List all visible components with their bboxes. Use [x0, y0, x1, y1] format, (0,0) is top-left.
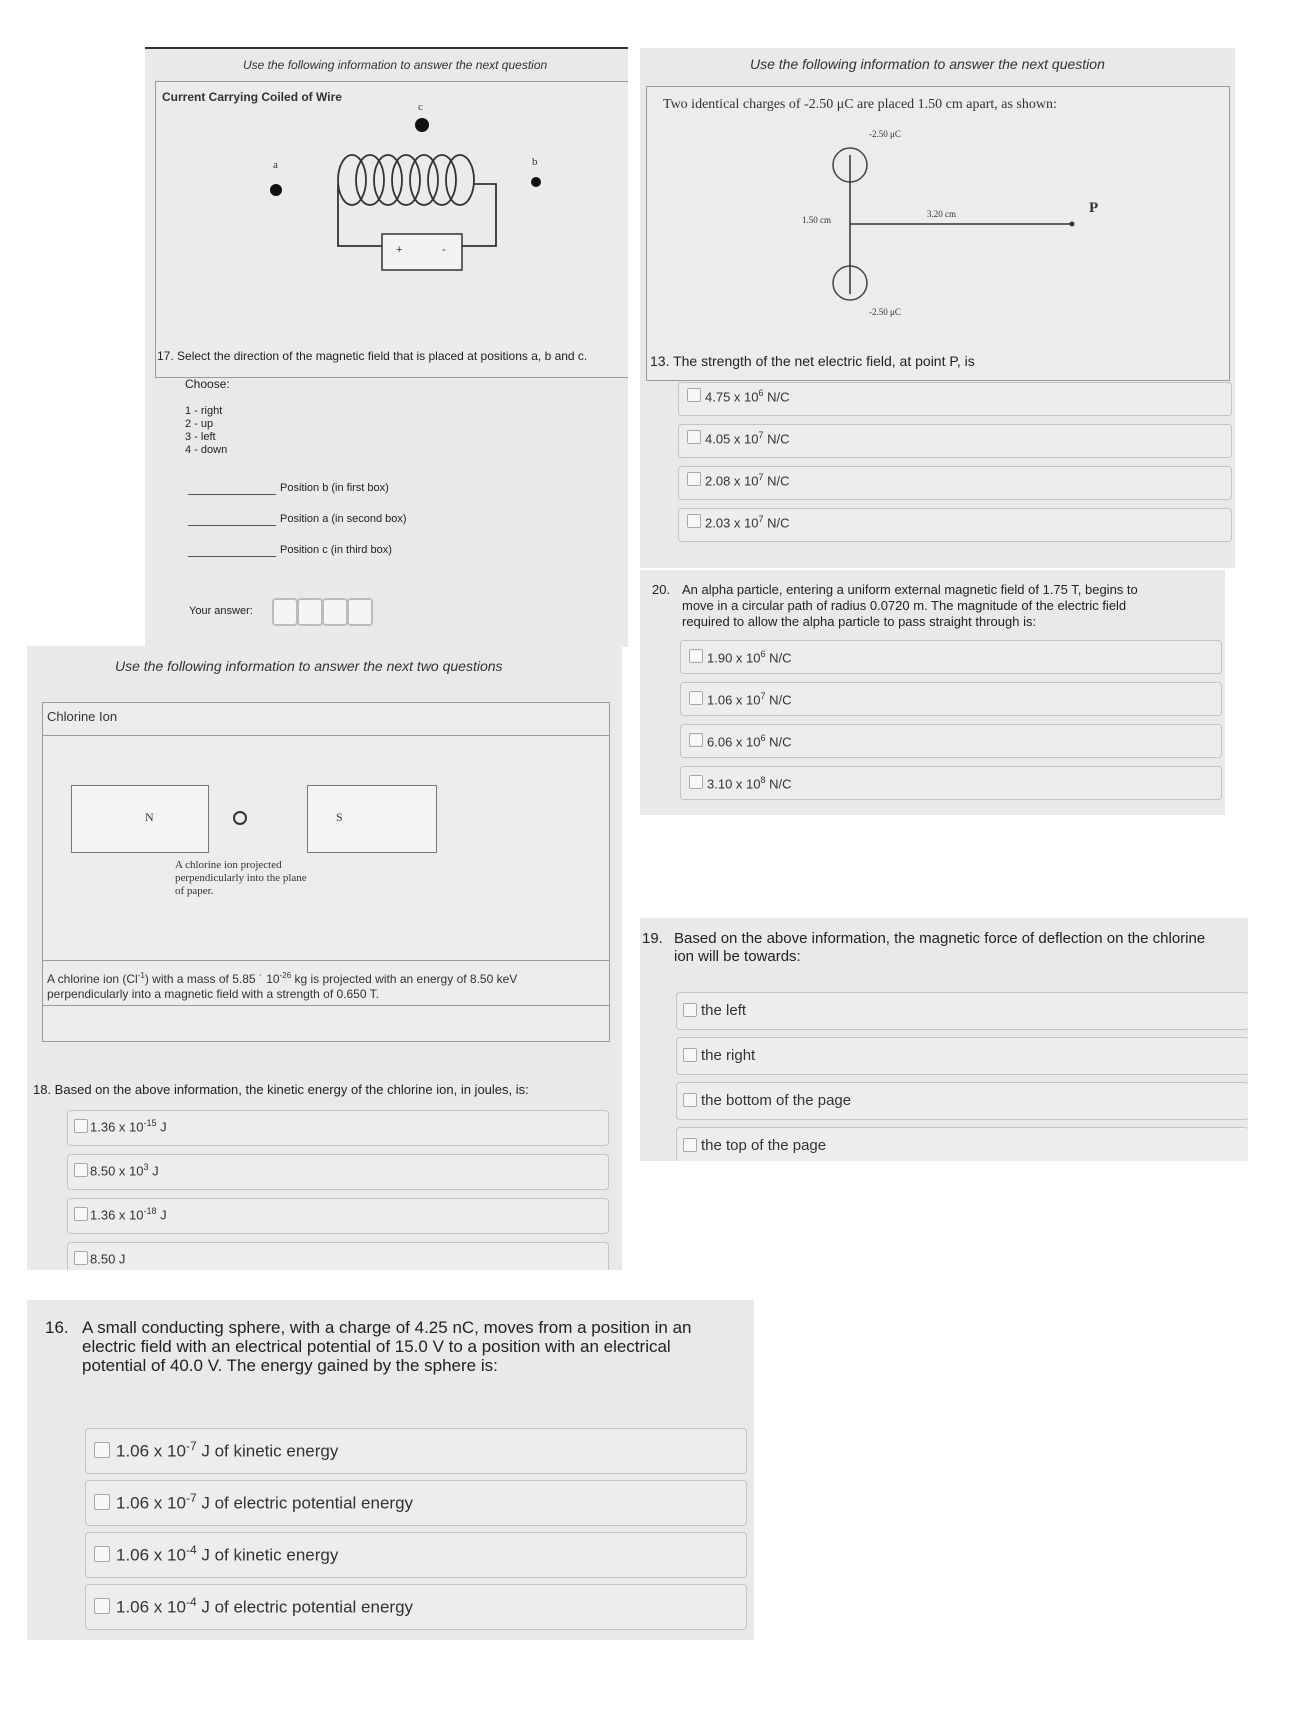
blank-label-a: Position a (in second box)	[280, 513, 407, 525]
point-a-dot	[270, 184, 282, 196]
q16-option[interactable]	[85, 1532, 747, 1578]
q13-option[interactable]	[678, 424, 1232, 458]
label-b: b	[532, 156, 538, 168]
choice-item: 1 - right	[185, 405, 223, 417]
choice-list	[185, 405, 227, 457]
q16-option[interactable]	[85, 1428, 747, 1474]
answer-box-2[interactable]	[297, 598, 323, 626]
chlorine-title: Chlorine Ion	[47, 709, 118, 724]
option-checkbox[interactable]	[683, 1048, 697, 1062]
option-label: 2.03 x $10^7$ N/C	[705, 514, 790, 531]
answer-box-1[interactable]	[272, 598, 298, 626]
point-p-dot	[1070, 222, 1075, 227]
option-checkbox[interactable]	[74, 1251, 88, 1265]
battery-minus: -	[442, 244, 446, 256]
option-label: 1.36 x $10^{-15}$ J	[90, 1118, 167, 1135]
charges-diagram	[647, 87, 1229, 380]
option-checkbox[interactable]	[683, 1138, 697, 1152]
magnet-north	[71, 785, 209, 853]
q13-option[interactable]	[678, 382, 1232, 416]
q16-number: 16.	[45, 1318, 69, 1337]
q16-panel	[27, 1300, 754, 1640]
option-checkbox[interactable]	[687, 514, 701, 528]
distance-horizontal-label: 3.20 cm	[927, 209, 956, 219]
option-checkbox[interactable]	[689, 733, 703, 747]
q19-panel	[640, 918, 1248, 1161]
battery-box	[382, 234, 462, 270]
section-header: Use the following information to answer the next question	[750, 56, 1105, 72]
chlorine-panel	[27, 646, 622, 1050]
q20-question: An alpha particle, entering a uniform external magnetic field of 1.75 T, begins to move in a circular path of radius 0.0720 m. The magnitude of the electric field required to allow the alpha particle to pass straight through is:	[682, 582, 1138, 629]
option-label: 1.06 x $10^{-4}$ J of electric potential energy	[116, 1595, 414, 1617]
diagram-intro: Two identical charges of -2.50 μC are placed 1.50 cm apart, as shown:	[663, 97, 1057, 112]
chlorine-description: A chlorine ion $(Cl^{-1})$ with a mass of 5.85 ˙ $10^{-26}$ kg is projected with an energy of 8.50 keV perpendicularly into a magnetic field with a strength of 0.650 T.	[47, 971, 518, 1001]
option-label: the right	[701, 1047, 756, 1064]
q20-option[interactable]	[680, 640, 1222, 674]
option-label: 1.06 x $10^{-4}$ J of kinetic energy	[116, 1543, 339, 1565]
q13-option[interactable]	[678, 508, 1232, 542]
option-label: the bottom of the page	[701, 1092, 852, 1109]
ion-caption: A chlorine ion projected perpendicularly into the plane of paper.	[175, 859, 307, 897]
q13-panel	[640, 48, 1235, 568]
q18-option[interactable]	[67, 1242, 609, 1270]
charge-bottom-label: -2.50 μC	[869, 307, 901, 317]
option-checkbox[interactable]	[74, 1207, 88, 1221]
option-label: the top of the page	[701, 1137, 827, 1154]
q18-option[interactable]	[67, 1154, 609, 1190]
q19-number: 19.	[642, 930, 663, 947]
q18-option[interactable]	[67, 1198, 609, 1234]
q18-question: 18. Based on the above information, the kinetic energy of the chlorine ion, in joules, is:	[33, 1082, 529, 1097]
option-label: 4.05 x $10^7$ N/C	[705, 430, 790, 447]
q19-option[interactable]	[676, 1082, 1248, 1120]
option-label: 1.06 x $10^7$ N/C	[707, 691, 792, 708]
divider	[43, 1005, 609, 1006]
point-p-label: P	[1089, 200, 1099, 216]
point-b-dot	[531, 177, 541, 187]
wire-right	[462, 184, 496, 246]
blank-label-b: Position b (in first box)	[280, 482, 389, 494]
option-checkbox[interactable]	[687, 388, 701, 402]
chlorine-box	[42, 702, 610, 1042]
coil-diagram	[156, 82, 628, 377]
blank-label-c: Position c (in third box)	[280, 544, 392, 556]
coil-loops	[338, 155, 474, 205]
pole-n-label: N	[145, 810, 154, 824]
pole-s-label: S	[336, 810, 343, 824]
q19-option[interactable]	[676, 1127, 1248, 1161]
divider	[43, 735, 609, 736]
q16-option[interactable]	[85, 1480, 747, 1526]
choice-item: 4 - down	[185, 444, 228, 456]
q20-option[interactable]	[680, 724, 1222, 758]
q16-question: A small conducting sphere, with a charge of 4.25 nC, moves from a position in an electric field with an electrical potential of 15.0 V to a position with an electrical potential of 40.0 V. The energy gained by the sphere is:	[82, 1318, 692, 1375]
option-checkbox[interactable]	[94, 1598, 110, 1614]
blank-line	[188, 556, 276, 557]
option-label: 2.08 x $10^7$ N/C	[705, 472, 790, 489]
choose-label: Choose:	[185, 377, 230, 391]
diagram-title: Current Carrying Coiled of Wire	[162, 90, 342, 104]
option-label: the left	[701, 1002, 747, 1019]
option-label: 1.06 x $10^{-7}$ J of electric potential energy	[116, 1491, 414, 1513]
answer-box-4[interactable]	[347, 598, 373, 626]
q17-question: 17. Select the direction of the magnetic field that is placed at positions a, b and c.	[157, 349, 588, 363]
distance-vertical-label: 1.50 cm	[802, 215, 831, 225]
diagram-box	[155, 81, 628, 378]
option-label: 1.36 x $10^{-18}$ J	[90, 1206, 167, 1223]
option-label: 1.90 x $10^6$ N/C	[707, 649, 792, 666]
choice-item: 2 - up	[185, 418, 214, 430]
chlorine-ion-icon	[233, 811, 247, 825]
label-c: c	[418, 101, 423, 113]
option-checkbox[interactable]	[683, 1003, 697, 1017]
magnet-south	[307, 785, 437, 853]
option-checkbox[interactable]	[94, 1546, 110, 1562]
q18-option[interactable]	[67, 1110, 609, 1146]
option-checkbox[interactable]	[687, 472, 701, 486]
divider	[43, 960, 609, 961]
option-checkbox[interactable]	[94, 1442, 110, 1458]
panel-top-border	[145, 47, 628, 49]
section-header: Use the following information to answer the next two questions	[115, 658, 503, 674]
option-label: 1.06 x $10^{-7}$ J of kinetic energy	[116, 1439, 339, 1461]
q18-panel	[27, 1050, 622, 1270]
option-checkbox[interactable]	[683, 1093, 697, 1107]
option-checkbox[interactable]	[689, 649, 703, 663]
q20-number: 20.	[652, 582, 671, 597]
option-checkbox[interactable]	[74, 1163, 88, 1177]
q20-option[interactable]	[680, 766, 1222, 800]
option-checkbox[interactable]	[687, 430, 701, 444]
diagram-box	[646, 86, 1230, 381]
option-label: 4.75 x $10^6$ N/C	[705, 388, 790, 405]
option-checkbox[interactable]	[74, 1119, 88, 1133]
q13-question: 13. The strength of the net electric field, at point P, is	[650, 353, 975, 369]
option-checkbox[interactable]	[689, 775, 703, 789]
point-c-dot	[415, 118, 429, 132]
blank-line	[188, 494, 276, 495]
q19-option[interactable]	[676, 1037, 1248, 1075]
choice-item: 3 - left	[185, 431, 216, 443]
option-label: 6.06 x $10^6$ N/C	[707, 733, 792, 750]
option-label: 3.10 x $10^8$ N/C	[707, 775, 792, 792]
option-checkbox[interactable]	[94, 1494, 110, 1510]
q19-question: Based on the above information, the magnetic force of deflection on the chlorine ion will be towards:	[674, 930, 1206, 965]
q20-panel	[640, 570, 1225, 815]
option-label: 8.50 x $10^3$ J	[90, 1162, 159, 1179]
q13-option[interactable]	[678, 466, 1232, 500]
answer-box-3[interactable]	[322, 598, 348, 626]
blank-line	[188, 525, 276, 526]
option-checkbox[interactable]	[689, 691, 703, 705]
section-header: Use the following information to answer the next question	[243, 58, 548, 72]
battery-plus: +	[396, 244, 403, 256]
q16-option[interactable]	[85, 1584, 747, 1630]
q17-panel	[145, 47, 628, 647]
q20-option[interactable]	[680, 682, 1222, 716]
your-answer-label: Your answer:	[189, 605, 253, 617]
option-label: 8.50 J	[90, 1251, 126, 1267]
label-a: a	[273, 159, 278, 171]
q19-option[interactable]	[676, 992, 1248, 1030]
charge-top-label: -2.50 μC	[869, 129, 901, 139]
